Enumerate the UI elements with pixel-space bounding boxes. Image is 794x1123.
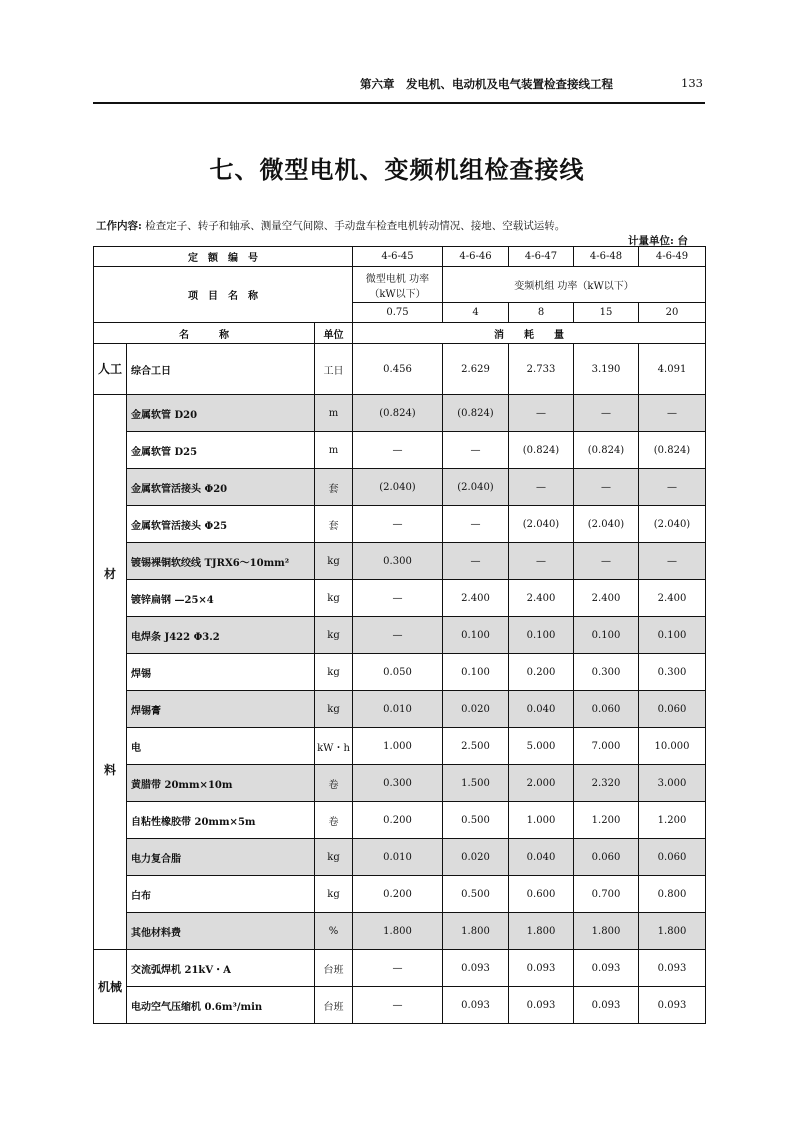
consumption-value: 0.600 — [509, 876, 574, 913]
section-title: 七、微型电机、变频机组检查接线 — [209, 155, 585, 184]
consumption-value: 4.091 — [639, 344, 706, 395]
resource-unit: kg — [315, 654, 353, 691]
consumption-value: — — [574, 395, 639, 432]
consumption-value: — — [574, 543, 639, 580]
resource-name: 焊锡 — [127, 654, 315, 691]
table-row — [94, 432, 706, 469]
table-row — [94, 765, 706, 802]
quota-code: 4-6-46 — [443, 247, 509, 267]
consumption-value: 1.000 — [509, 802, 574, 839]
quota-table — [93, 246, 706, 1024]
consumption-value: 1.200 — [574, 802, 639, 839]
consumption-value: — — [353, 987, 443, 1024]
consumption-value: 0.050 — [353, 654, 443, 691]
quota-code: 4-6-49 — [639, 247, 706, 267]
consumption-value: 1.800 — [574, 913, 639, 950]
name-column-header: 名 称 — [94, 323, 315, 344]
consumption-value: 0.093 — [509, 950, 574, 987]
resource-name: 电焊条 J422 Φ3.2 — [127, 617, 315, 654]
quota-number-label: 定 额 编 号 — [94, 247, 353, 267]
table-row — [94, 654, 706, 691]
power-value: 8 — [509, 303, 574, 323]
resource-unit: 卷 — [315, 765, 353, 802]
table-row — [94, 580, 706, 617]
consumption-value: — — [353, 506, 443, 543]
consumption-value: 0.300 — [639, 654, 706, 691]
consumption-value: 0.300 — [574, 654, 639, 691]
consumption-value: — — [639, 469, 706, 506]
resource-name: 镀锡裸铜软绞线 TJRX6～10mm² — [127, 543, 315, 580]
consumption-value: 0.040 — [509, 839, 574, 876]
resource-name: 镀锌扁钢 —25×4 — [127, 580, 315, 617]
consumption-value: 0.093 — [509, 987, 574, 1024]
resource-name: 电力复合脂 — [127, 839, 315, 876]
table-row — [94, 617, 706, 654]
group-labor-text: 人工 — [97, 362, 122, 376]
power-value: 4 — [443, 303, 509, 323]
consumption-value: 2.400 — [443, 580, 509, 617]
consumption-value: (2.040) — [639, 506, 706, 543]
resource-unit: % — [315, 913, 353, 950]
resource-name: 黄腊带 20mm×10m — [127, 765, 315, 802]
resource-unit: kg — [315, 617, 353, 654]
chapter-title: 第六章 发电机、电动机及电气装置检查接线工程 — [360, 77, 613, 91]
consumption-value: 0.060 — [574, 839, 639, 876]
power-value: 20 — [639, 303, 706, 323]
resource-name: 综合工日 — [127, 344, 315, 395]
consumption-value: 1.800 — [353, 913, 443, 950]
consumption-value: — — [353, 617, 443, 654]
consumption-value: (2.040) — [574, 506, 639, 543]
consumption-value: 1.800 — [509, 913, 574, 950]
consumption-value: 10.000 — [639, 728, 706, 765]
consumption-value: 0.500 — [443, 802, 509, 839]
consumption-value: 2.400 — [639, 580, 706, 617]
consumption-value: (0.824) — [639, 432, 706, 469]
resource-unit: 套 — [315, 469, 353, 506]
inverter-group-header: 变频机组 功率（kW以下） — [443, 267, 706, 303]
consumption-value: 2.000 — [509, 765, 574, 802]
item-name-label: 项 目 名 称 — [94, 267, 353, 323]
consumption-value: 1.000 — [353, 728, 443, 765]
consumption-value: — — [509, 395, 574, 432]
consumption-value: 0.093 — [443, 950, 509, 987]
consumption-value: — — [443, 543, 509, 580]
table-row — [94, 344, 706, 395]
resource-name: 自粘性橡胶带 20mm×5m — [127, 802, 315, 839]
group-machine — [94, 950, 127, 1024]
consumption-value: 0.010 — [353, 691, 443, 728]
consumption-value: 0.060 — [639, 839, 706, 876]
consumption-value: 0.200 — [509, 654, 574, 691]
resource-unit: m — [315, 432, 353, 469]
consumption-value: 2.400 — [574, 580, 639, 617]
consumption-value: 0.093 — [574, 987, 639, 1024]
table-row — [94, 691, 706, 728]
resource-name: 金属软管活接头 Φ20 — [127, 469, 315, 506]
resource-name: 金属软管活接头 Φ25 — [127, 506, 315, 543]
consumption-value: 2.629 — [443, 344, 509, 395]
resource-name: 电动空气压缩机 0.6m³/min — [127, 987, 315, 1024]
consumption-value: (2.040) — [443, 469, 509, 506]
consumption-value: — — [353, 580, 443, 617]
work-content-text: 检查定子、转子和轴承、测量空气间隙、手动盘车检查电机转动情况、接地、空载试运转。 — [145, 220, 566, 232]
table-row — [94, 469, 706, 506]
consumption-value: 1.800 — [639, 913, 706, 950]
consumption-value: 3.190 — [574, 344, 639, 395]
consumption-value: 0.700 — [574, 876, 639, 913]
resource-unit: 卷 — [315, 802, 353, 839]
consumption-value: — — [353, 950, 443, 987]
consumption-value: — — [639, 395, 706, 432]
consumption-value: 0.456 — [353, 344, 443, 395]
group-material-text: 材 — [103, 567, 116, 581]
resource-unit: 台班 — [315, 987, 353, 1024]
quota-code: 4-6-45 — [353, 247, 443, 267]
consumption-value: 2.500 — [443, 728, 509, 765]
unit-column-header: 单位 — [315, 323, 353, 344]
resource-name: 其他材料费 — [127, 913, 315, 950]
consumption-value: — — [509, 543, 574, 580]
resource-name: 金属软管 D25 — [127, 432, 315, 469]
table-row — [94, 395, 706, 432]
resource-name: 焊锡膏 — [127, 691, 315, 728]
consumption-value: 2.320 — [574, 765, 639, 802]
consumption-value: — — [443, 506, 509, 543]
consumption-value: 0.100 — [574, 617, 639, 654]
consumption-header: 消 耗 量 — [353, 323, 706, 344]
consumption-value: 0.020 — [443, 691, 509, 728]
consumption-value: 0.200 — [353, 802, 443, 839]
consumption-value: 0.093 — [639, 987, 706, 1024]
consumption-value: — — [443, 432, 509, 469]
resource-unit: 套 — [315, 506, 353, 543]
consumption-value: 0.200 — [353, 876, 443, 913]
consumption-value: — — [639, 543, 706, 580]
consumption-value: — — [353, 432, 443, 469]
table-row — [94, 913, 706, 950]
consumption-value: 0.100 — [639, 617, 706, 654]
consumption-value: (0.824) — [443, 395, 509, 432]
resource-unit: kg — [315, 839, 353, 876]
resource-name: 白布 — [127, 876, 315, 913]
quota-code: 4-6-48 — [574, 247, 639, 267]
consumption-value: 0.100 — [443, 617, 509, 654]
consumption-value: 2.733 — [509, 344, 574, 395]
power-value: 0.75 — [353, 303, 443, 323]
resource-unit: m — [315, 395, 353, 432]
consumption-value: (2.040) — [509, 506, 574, 543]
table-row — [94, 543, 706, 580]
table-row — [94, 802, 706, 839]
consumption-value: 0.800 — [639, 876, 706, 913]
consumption-value: 0.093 — [443, 987, 509, 1024]
consumption-value: 7.000 — [574, 728, 639, 765]
running-header — [93, 70, 705, 104]
table-row — [94, 876, 706, 913]
consumption-value: 0.060 — [639, 691, 706, 728]
consumption-value: 2.400 — [509, 580, 574, 617]
consumption-value: (2.040) — [353, 469, 443, 506]
resource-name: 交流弧焊机 21kV・A — [127, 950, 315, 987]
consumption-value: 0.060 — [574, 691, 639, 728]
consumption-value: (0.824) — [353, 395, 443, 432]
consumption-value: 0.010 — [353, 839, 443, 876]
measure-unit: 计量单位: 台 — [627, 235, 688, 247]
consumption-value: 0.500 — [443, 876, 509, 913]
consumption-value: 0.093 — [574, 950, 639, 987]
consumption-value: 5.000 — [509, 728, 574, 765]
consumption-value: 1.800 — [443, 913, 509, 950]
consumption-value: 1.200 — [639, 802, 706, 839]
resource-unit: kg — [315, 580, 353, 617]
resource-name: 金属软管 D20 — [127, 395, 315, 432]
consumption-value: 0.300 — [353, 543, 443, 580]
group-material-text: 料 — [103, 763, 116, 777]
consumption-value: 3.000 — [639, 765, 706, 802]
resource-unit: 台班 — [315, 950, 353, 987]
work-content-label: 工作内容: — [96, 220, 142, 232]
resource-unit: kg — [315, 876, 353, 913]
table-row — [94, 950, 706, 987]
group-labor — [94, 344, 127, 395]
work-content — [96, 219, 616, 233]
consumption-value: (0.824) — [574, 432, 639, 469]
consumption-value: 0.100 — [443, 654, 509, 691]
consumption-value: 0.040 — [509, 691, 574, 728]
resource-unit: kW・h — [315, 728, 353, 765]
consumption-value: (0.824) — [509, 432, 574, 469]
quota-code: 4-6-47 — [509, 247, 574, 267]
table-row — [94, 987, 706, 1024]
resource-unit: kg — [315, 543, 353, 580]
table-row — [94, 839, 706, 876]
micro-motor-header: 微型电机 功率（kW以下） — [353, 267, 443, 303]
group-material — [94, 395, 127, 950]
consumption-value: 0.020 — [443, 839, 509, 876]
group-machine-text: 机械 — [97, 979, 122, 994]
resource-unit: 工日 — [315, 344, 353, 395]
resource-name: 电 — [127, 728, 315, 765]
resource-unit: kg — [315, 691, 353, 728]
page-number: 133 — [681, 76, 703, 90]
consumption-value: 1.500 — [443, 765, 509, 802]
consumption-value: — — [574, 469, 639, 506]
consumption-value: 0.100 — [509, 617, 574, 654]
power-value: 15 — [574, 303, 639, 323]
table-row — [94, 506, 706, 543]
consumption-value: 0.093 — [639, 950, 706, 987]
consumption-value: — — [509, 469, 574, 506]
consumption-value: 0.300 — [353, 765, 443, 802]
table-row — [94, 728, 706, 765]
